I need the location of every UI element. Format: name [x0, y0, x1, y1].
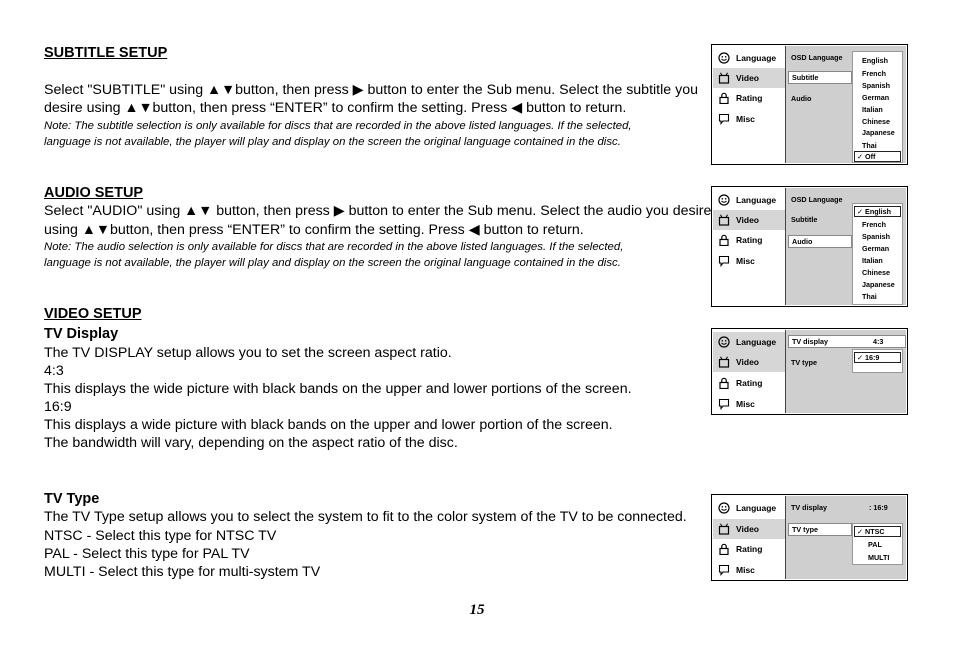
- osd-option[interactable]: English: [862, 56, 888, 65]
- osd-option[interactable]: German: [862, 244, 890, 253]
- page-number: 15: [469, 602, 485, 618]
- osd-main-area: [786, 330, 906, 413]
- osd-tab-rating[interactable]: [713, 230, 785, 250]
- osd-option[interactable]: French: [862, 69, 886, 78]
- osd-tab-label: Rating: [736, 544, 763, 554]
- osd-panel-subtitle: [711, 44, 908, 165]
- osd-dropdown: [852, 51, 903, 163]
- osd-option[interactable]: Japanese: [862, 280, 895, 289]
- osd-dropdown: [852, 203, 903, 305]
- tv-type-line: PAL - Select this type for PAL TV: [44, 546, 250, 562]
- osd-tab-misc[interactable]: [713, 251, 785, 271]
- osd-tab-label: Language: [736, 503, 777, 513]
- subtitle-note-line-2: language is not available, the player will play and display on the screen the original language contained in the disc.: [44, 136, 621, 148]
- osd-option[interactable]: Thai: [862, 141, 877, 150]
- osd-option[interactable]: Thai: [862, 292, 877, 301]
- tv-display-line: 16:9: [44, 399, 72, 415]
- osd-option-selected[interactable]: ✓ 16:9: [854, 352, 901, 363]
- osd-tab-label: Video: [736, 73, 759, 83]
- osd-tab-label: Video: [736, 524, 759, 534]
- osd-label-osd-language[interactable]: OSD Language: [791, 53, 843, 62]
- tv-icon: [717, 214, 730, 227]
- osd-tab-label: Rating: [736, 93, 763, 103]
- osd-label-audio[interactable]: Audio: [791, 94, 812, 103]
- tv-type-heading: TV Type: [44, 491, 100, 507]
- osd-dropdown: [852, 349, 903, 373]
- osd-label-text: TV display: [792, 337, 828, 346]
- tv-type-line: NTSC - Select this type for NTSC TV: [44, 528, 277, 544]
- osd-tab-language[interactable]: [713, 48, 785, 68]
- tv-icon: [717, 523, 730, 536]
- osd-sidebar: [713, 188, 786, 305]
- osd-tab-language[interactable]: [713, 332, 785, 352]
- speech-bubble-icon: [717, 398, 730, 411]
- osd-label-subtitle[interactable]: Subtitle: [788, 71, 852, 84]
- osd-tab-video[interactable]: [713, 519, 785, 539]
- osd-current-value: 4:3: [873, 337, 884, 346]
- language-icon: [717, 194, 730, 207]
- speech-bubble-icon: [717, 255, 730, 268]
- audio-note-line-2: language is not available, the player will play and display on the screen the original language contained in the disc.: [44, 257, 621, 269]
- tv-type-line: The TV Type setup allows you to select the system to fit to the color system of the TV to be connected.: [44, 509, 687, 525]
- osd-option[interactable]: Italian: [862, 256, 883, 265]
- audio-setup-heading: AUDIO SETUP: [44, 185, 144, 201]
- tv-display-line: 4:3: [44, 363, 64, 379]
- tv-icon: [717, 356, 730, 369]
- osd-label-tv-display[interactable]: [788, 335, 906, 348]
- tv-display-heading: TV Display: [44, 326, 119, 342]
- osd-label-subtitle[interactable]: Subtitle: [791, 215, 818, 224]
- osd-tab-misc[interactable]: [713, 560, 785, 580]
- subtitle-instruction-line-2: desire using ▲▼button, then press “ENTER” to confirm the setting. Press ◀ button to return.: [44, 100, 627, 116]
- osd-option[interactable]: Chinese: [862, 268, 890, 277]
- lock-icon: [717, 543, 730, 556]
- audio-note-line-1: Note: The audio selection is only available for discs that are recorded in the above listed languages. If the selected,: [44, 241, 624, 253]
- osd-sidebar: [713, 496, 786, 579]
- osd-main-area: [786, 496, 906, 579]
- subtitle-setup-heading: SUBTITLE SETUP: [44, 45, 168, 61]
- language-icon: [717, 336, 730, 349]
- osd-option-selected[interactable]: ✓ Off: [854, 151, 901, 162]
- osd-option[interactable]: Italian: [862, 105, 883, 114]
- osd-option[interactable]: French: [862, 220, 886, 229]
- speech-bubble-icon: [717, 113, 730, 126]
- osd-option-selected[interactable]: ✓ English: [854, 206, 901, 217]
- tv-display-line: The bandwidth will vary, depending on the aspect ratio of the disc.: [44, 435, 458, 451]
- osd-sidebar: [713, 46, 786, 163]
- osd-tab-video[interactable]: [713, 68, 785, 88]
- osd-tab-label: Language: [736, 337, 777, 347]
- subtitle-note-line-1: Note: The subtitle selection is only available for discs that are recorded in the above listed languages. If the selected,: [44, 120, 632, 132]
- osd-tab-label: Language: [736, 195, 777, 205]
- osd-tab-misc[interactable]: [713, 109, 785, 129]
- osd-tab-rating[interactable]: [713, 373, 785, 393]
- osd-tab-label: Rating: [736, 378, 763, 388]
- osd-tab-label: Misc: [736, 399, 755, 409]
- osd-option[interactable]: Spanish: [862, 232, 890, 241]
- osd-label-audio[interactable]: Audio: [788, 235, 852, 248]
- osd-panel-tv-display: [711, 328, 908, 415]
- tv-icon: [717, 72, 730, 85]
- osd-option[interactable]: MULTI: [868, 553, 890, 562]
- osd-label-tv-type[interactable]: TV type: [788, 523, 852, 536]
- osd-option[interactable]: Japanese: [862, 128, 895, 137]
- osd-option[interactable]: PAL: [868, 540, 882, 549]
- osd-tab-label: Video: [736, 215, 759, 225]
- osd-dropdown: [852, 523, 903, 565]
- osd-tab-label: Misc: [736, 256, 755, 266]
- lock-icon: [717, 377, 730, 390]
- speech-bubble-icon: [717, 564, 730, 577]
- osd-label-text: TV display: [791, 503, 827, 512]
- osd-option[interactable]: Chinese: [862, 117, 890, 126]
- osd-option[interactable]: German: [862, 93, 890, 102]
- osd-panel-audio: [711, 186, 908, 307]
- tv-display-line: This displays the wide picture with black bands on the upper and lower portions of the screen.: [44, 381, 632, 397]
- osd-tab-rating[interactable]: [713, 88, 785, 108]
- audio-instruction-line-1: Select "AUDIO" using ▲▼ button, then press ▶ button to enter the Sub menu. Select the audio you desire: [44, 203, 712, 219]
- osd-tab-label: Misc: [736, 565, 755, 575]
- osd-main-area: [786, 188, 906, 305]
- osd-tab-language[interactable]: [713, 498, 785, 518]
- osd-label-tv-display[interactable]: [791, 503, 901, 512]
- language-icon: [717, 52, 730, 65]
- video-setup-heading: VIDEO SETUP: [44, 306, 142, 322]
- language-icon: [717, 502, 730, 515]
- osd-tab-label: Video: [736, 357, 759, 367]
- tv-display-line: The TV DISPLAY setup allows you to set the screen aspect ratio.: [44, 345, 452, 361]
- tv-display-line: This displays a wide picture with black bands on the upper and lower portion of the screen.: [44, 417, 613, 433]
- lock-icon: [717, 234, 730, 247]
- subtitle-instruction-line-1: Select "SUBTITLE" using ▲▼button, then press ▶ button to enter the Sub menu. Select the subtitle you: [44, 82, 698, 98]
- osd-panel-tv-type: [711, 494, 908, 581]
- osd-label-osd-language[interactable]: OSD Language: [791, 195, 843, 204]
- lock-icon: [717, 92, 730, 105]
- osd-tab-label: Rating: [736, 235, 763, 245]
- osd-tab-video[interactable]: [713, 210, 785, 230]
- osd-tab-rating[interactable]: [713, 539, 785, 559]
- osd-option[interactable]: Spanish: [862, 81, 890, 90]
- osd-option-selected[interactable]: ✓ NTSC: [854, 526, 901, 537]
- osd-tab-video[interactable]: [713, 352, 785, 372]
- osd-label-tv-type[interactable]: TV type: [791, 358, 817, 367]
- audio-instruction-line-2: using ▲▼button, then press “ENTER” to confirm the setting. Press ◀ button to return.: [44, 222, 584, 238]
- osd-sidebar: [713, 330, 786, 413]
- osd-main-area: [786, 46, 906, 163]
- osd-tab-label: Misc: [736, 114, 755, 124]
- osd-current-value: : 16:9: [869, 503, 888, 512]
- osd-tab-misc[interactable]: [713, 394, 785, 414]
- osd-tab-language[interactable]: [713, 190, 785, 210]
- osd-tab-label: Language: [736, 53, 777, 63]
- tv-type-line: MULTI - Select this type for multi-system TV: [44, 564, 321, 580]
